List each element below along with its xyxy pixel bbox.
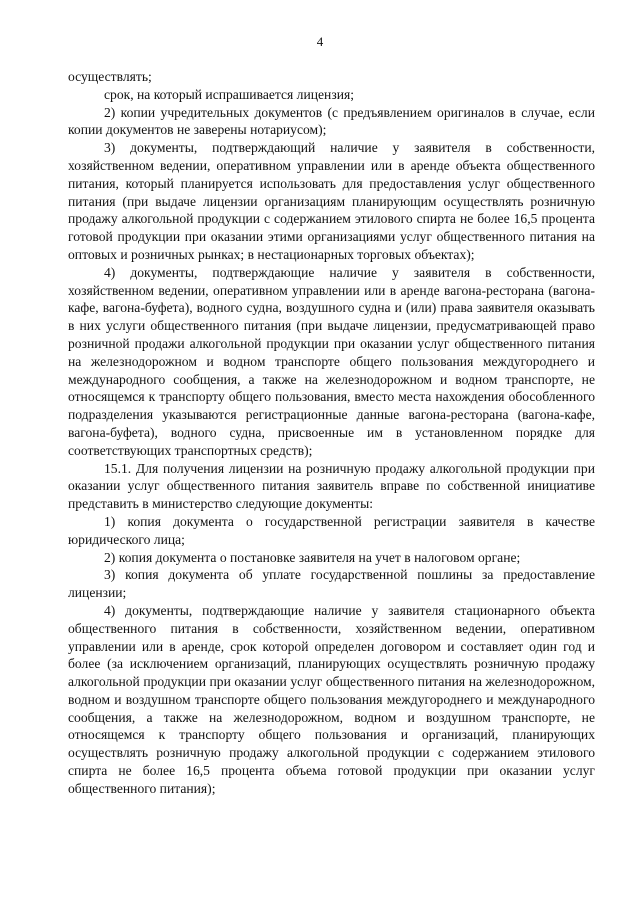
paragraph: 4) документы, подтверждающие наличие у заявителя стационарного объекта общественного питания в собственности, хозяйственном ведении, оперативном управлении или в аренде, срок которой определен договором и составляет один год и более (за исключением организаций, планирующих осуществлять розничную продажу алкогольной продукции при оказании услуг общественного питания на железнодорожном, водном и воздушном транспорте общего пользования междугороднего и международного сообщения, а также на железнодорожном, водном и воздушном транспорте, не относящемся к транспорту общего пользования и организаций, планирующих осуществлять розничную продажу алкогольной продукции с содержанием этилового спирта не более 16,5 процента объема готовой продукции при оказании услуг общественного питания); bbox=[68, 602, 595, 796]
page-number: 4 bbox=[316, 34, 324, 49]
paragraph: 3) документы, подтверждающий наличие у заявителя в собственности, хозяйственном ведении, оперативном управлении или в аренде объекта общественного питания, который планируется использовать для предоставления услуг общественного питания (при выдаче лицензии организациям планирующим осуществлять розничную продажу алкогольной продукции с содержанием этилового спирта не более 16,5 процента готовой продукции при оказании этими организациями услуг общественного питания на оптовых и розничных рынках; в нестационарных торговых объектах); bbox=[68, 140, 595, 262]
paragraph: 1) копия документа о государственной регистрации заявителя в качестве юридического лица; bbox=[68, 513, 595, 547]
document-body bbox=[68, 68, 595, 798]
paragraph: осуществлять; bbox=[68, 69, 152, 84]
paragraph: 2) копия документа о постановке заявителя на учет в налоговом органе; bbox=[104, 549, 521, 565]
paragraph: 4) документы, подтверждающие наличие у заявителя в собственности, хозяйственном ведении, оперативном управлении или в аренде вагона-ресторана (вагона-кафе, вагона-буфета), водного судна, воздушного судна и (или) права заявителя оказывать в них услуги общественного питания (при выдаче лицензии, предусматривающей право розничной продажи алкогольной продукции при оказании услуг общественного питания на железнодорожном и водном транспорте общего пользования междугороднего и международного сообщения, а также на железнодорожном и водном транспорте, не относящемся к транспорту общего пользования, вместо места нахождения обособленного подразделения указываются регистрационные данные вагона-ресторана (вагона-кафе, вагона-буфета), водного судна, присвоенные им в установленном порядке для соответствующих транспортных средств); bbox=[68, 264, 595, 458]
paragraph: 2) копии учредительных документов (с предъявлением оригиналов в случае, если копии документов не заверены нотариусом); bbox=[68, 104, 595, 138]
paragraph: 15.1. Для получения лицензии на розничную продажу алкогольной продукции при оказании услуг общественного питания заявитель вправе по собственной инициативе представить в министерство следующие документы: bbox=[68, 460, 595, 512]
paragraph: 3) копия документа об уплате государственной пошлины за предоставление лицензии; bbox=[68, 567, 595, 601]
paragraph: срок, на который испрашивается лицензия; bbox=[104, 86, 354, 102]
